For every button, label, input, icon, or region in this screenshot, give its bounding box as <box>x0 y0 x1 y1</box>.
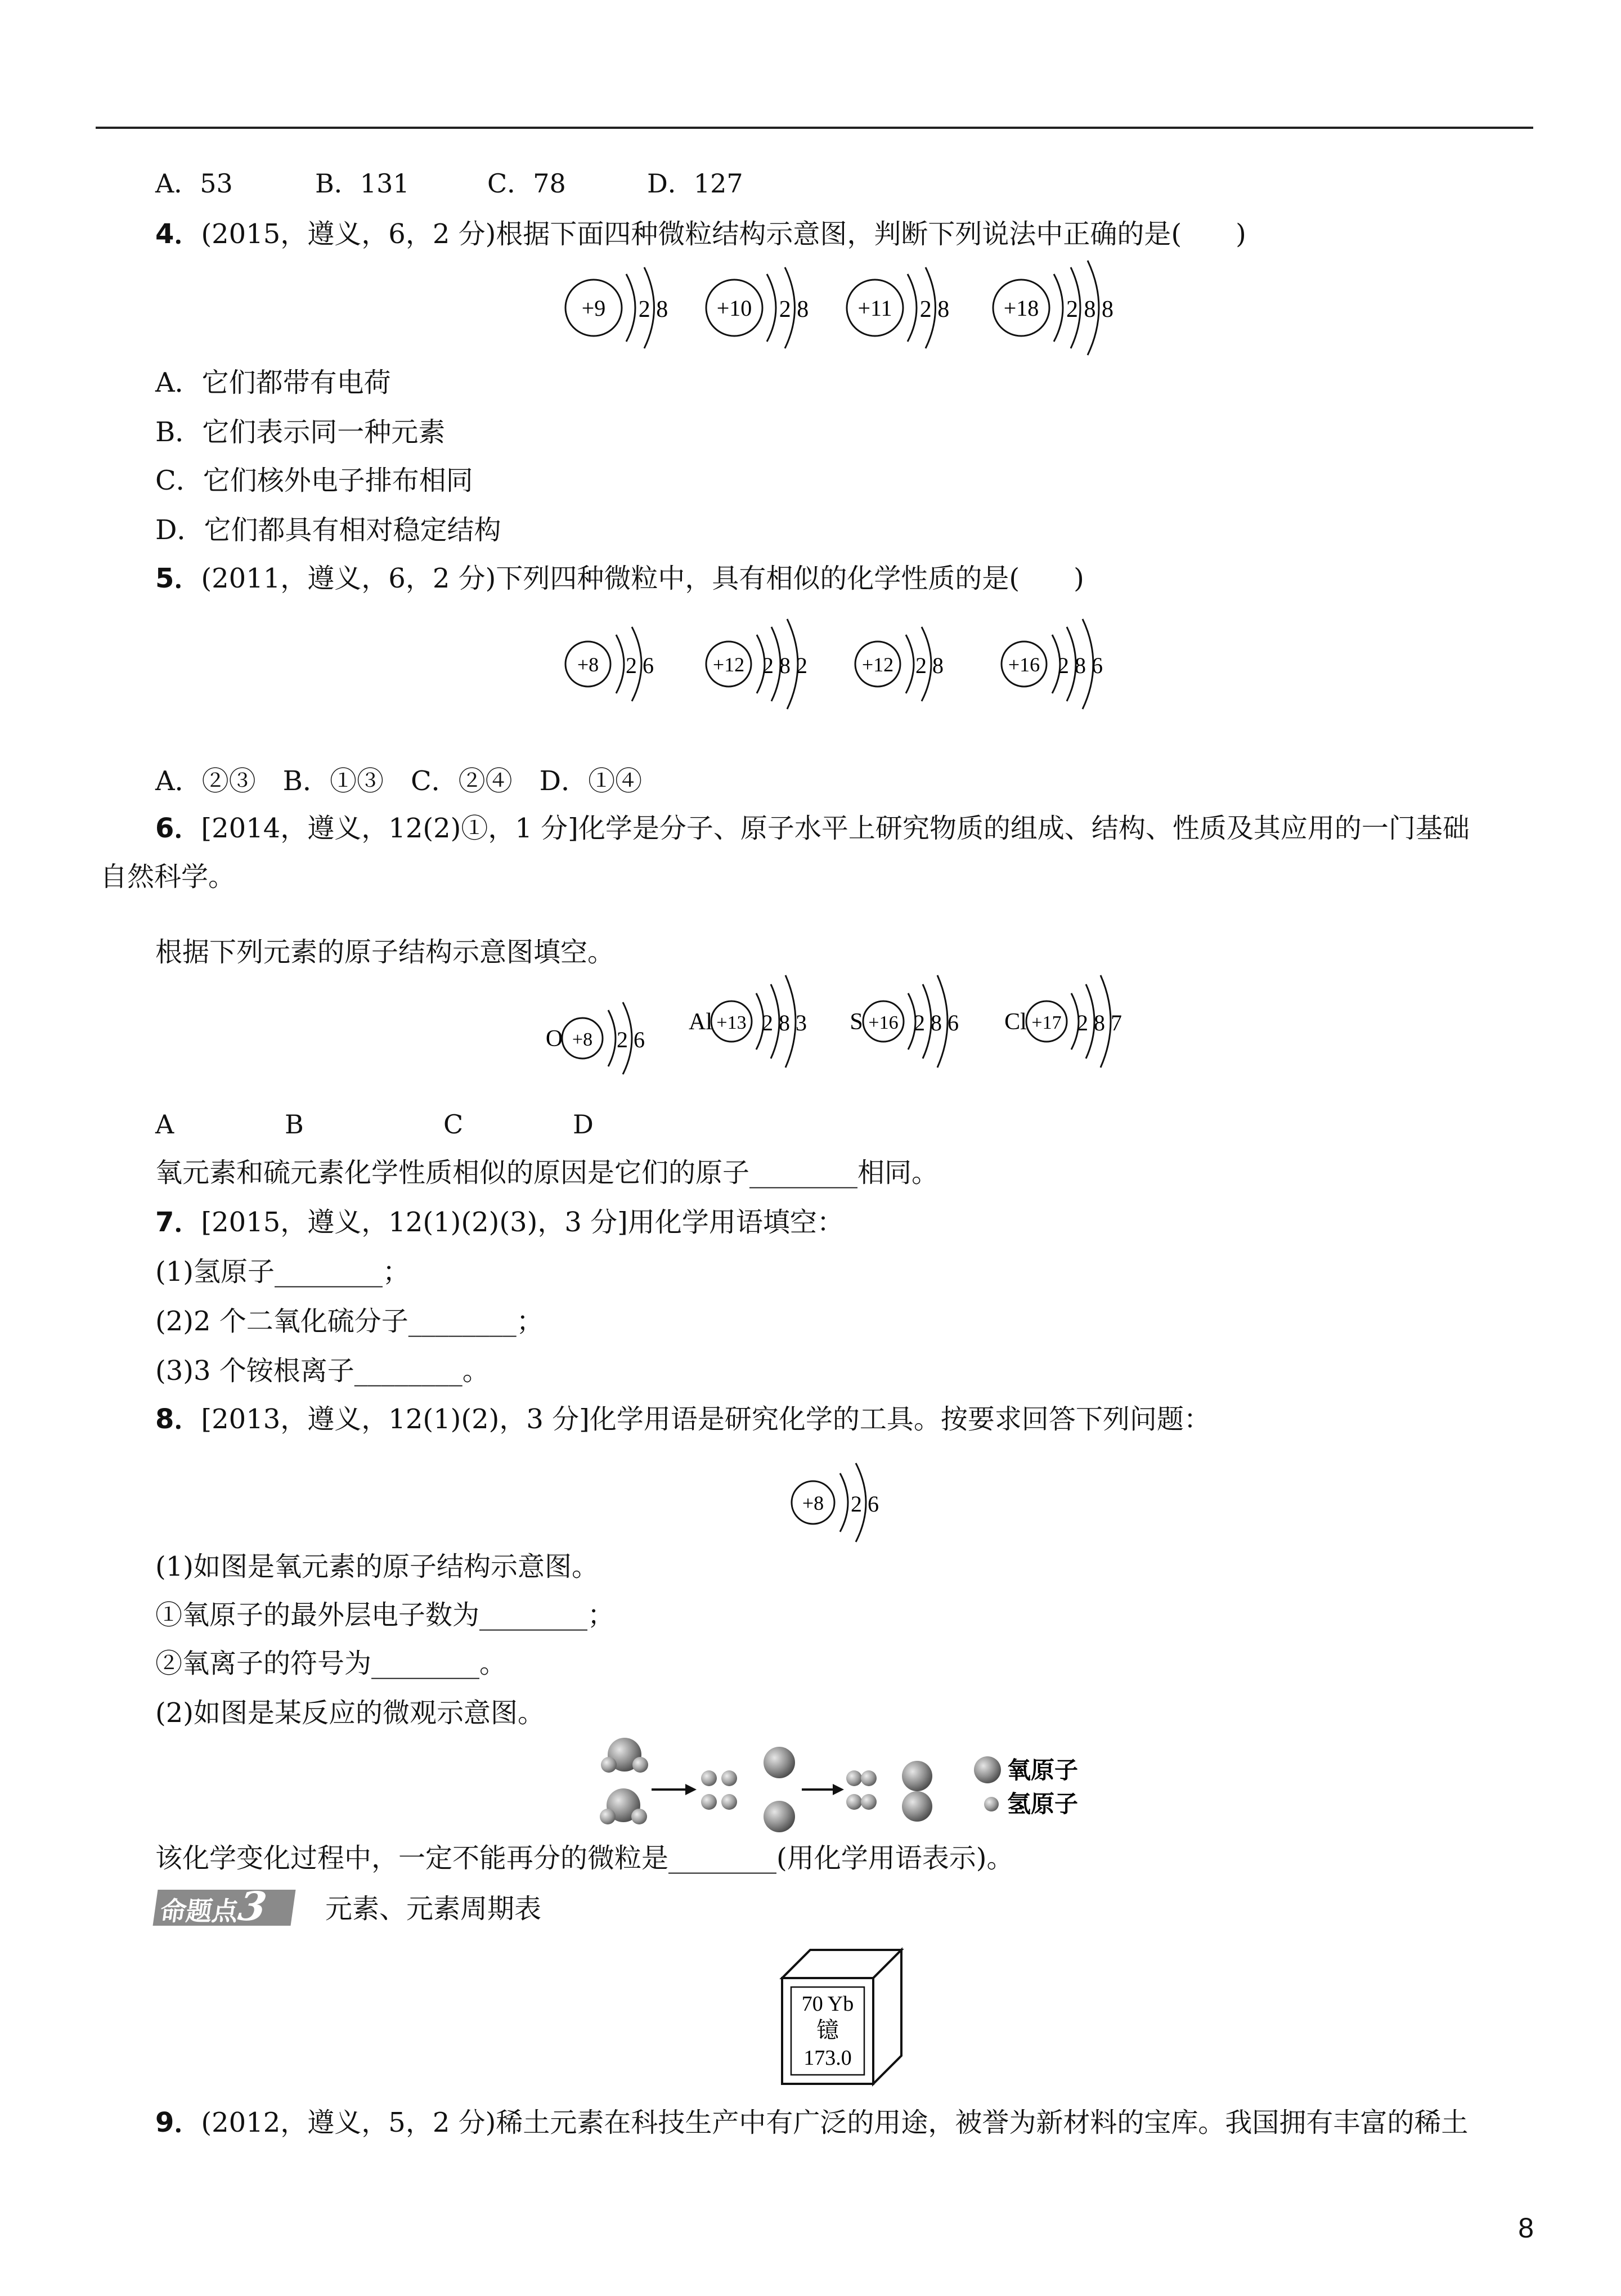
q8-oxygen-atom-diagram <box>776 1446 911 1559</box>
q4-atom-2-nucleus: +10 <box>716 295 752 321</box>
section-tag-number: 3 <box>235 1883 270 1930</box>
section-tag <box>153 1883 296 1930</box>
q6-atom-al-nucleus: +13 <box>716 1012 747 1033</box>
q6-atom-o <box>546 1002 645 1074</box>
oxygen-molecule <box>902 1761 932 1822</box>
q4-atom-3 <box>847 267 949 348</box>
q4-text: (2015，遵义，6，2 分)根据下面四种微粒结构示意图，判断下列说法中正确的是( ) <box>201 218 1246 250</box>
q5-atom-3 <box>855 627 944 751</box>
q4-number: 4． <box>155 218 201 250</box>
q6-atom-al-shells: 2 8 3 <box>762 1010 807 1035</box>
q7-item-2: (2)2 个二氧化硫分子________； <box>155 1306 544 1337</box>
q6-label-b: B <box>285 1109 304 1140</box>
q4-atom-2-shells: 2 8 <box>779 297 809 322</box>
q4-atom-diagrams <box>557 256 1148 360</box>
q5-text: (2011，遵义，6，2 分)下列四种微粒中，具有相似的化学性质的是( ) <box>201 563 1084 594</box>
element-card-mass: 173.0 <box>803 2046 852 2070</box>
q4-atom-4-nucleus: +18 <box>1003 295 1039 321</box>
q6-question: 氧元素和硫元素化学性质相似的原因是它们的原子________相同。 <box>155 1157 939 1189</box>
q4-atom-3-shells: 2 8 <box>919 297 950 322</box>
q6-atom-s <box>850 975 959 1068</box>
q9-stem <box>155 2105 1468 2141</box>
q6-text: [2014，遵义，12(2)①，1 分]化学是分子、原子水平上研究物质的组成、结构、性质及其应用的一门基础 <box>201 813 1470 844</box>
q6-atom-s-shells: 2 8 6 <box>914 1010 959 1035</box>
q6-atom-diagrams <box>540 965 1153 1078</box>
q6-stem-line1 <box>155 810 1470 846</box>
water-molecule-2 <box>600 1788 647 1824</box>
q6-atom-cl-shells: 2 8 7 <box>1077 1010 1122 1035</box>
q4-option-a: A．它们都带有电荷 <box>155 367 391 398</box>
q5-atom-4-nucleus: +16 <box>1008 653 1040 676</box>
q3-option-b: B．131 <box>315 168 410 199</box>
q6-number: 6． <box>155 813 201 844</box>
q6-atom-o-shells: 2 6 <box>617 1027 645 1052</box>
q6-atom-cl-symbol: Cl <box>1004 1009 1027 1035</box>
q5-atom-1-shells: 2 6 <box>626 653 654 678</box>
q4-stem <box>155 216 1246 252</box>
q8-item-2: (2)如图是某反应的微观示意图。 <box>155 1697 545 1729</box>
q5-options: A．②③ B．①③ C．②④ D．①④ <box>155 765 643 797</box>
q5-atom-3-nucleus: +12 <box>861 653 894 676</box>
q8-reaction-micro-diagram <box>591 1733 1125 1846</box>
q5-atom-1 <box>565 627 654 751</box>
q4-atom-4 <box>993 261 1113 355</box>
legend <box>974 1756 1078 1818</box>
reaction-arrow-2 <box>802 1784 844 1795</box>
element-card-number-symbol: 70 Yb <box>801 1992 854 2016</box>
q6-stem-line2: 自然科学。 <box>100 861 236 893</box>
q6-atom-s-nucleus: +16 <box>868 1012 899 1033</box>
hydrogen-atoms-group <box>701 1770 737 1810</box>
q6-atom-s-symbol: S <box>850 1009 863 1035</box>
q9-text: (2012，遵义，5，2 分)稀土元素在科技生产中有广泛的用途，被誉为新材料的宝库。我国拥有丰富的稀土 <box>201 2107 1469 2138</box>
q4-option-c: C．它们核外电子排布相同 <box>155 465 473 496</box>
legend-hydrogen-label: 氢原子 <box>1007 1792 1079 1818</box>
q8-item-1a: ①氧原子的最外层电子数为________； <box>155 1599 615 1631</box>
q6-label-d: D <box>573 1109 594 1140</box>
q4-atom-1 <box>565 267 668 348</box>
q4-atom-1-shells: 2 8 <box>638 297 668 322</box>
q5-atom-diagrams <box>554 611 1128 751</box>
q8-item-1b: ②氧离子的符号为________。 <box>155 1648 507 1679</box>
page-number: 8 <box>1518 2212 1534 2244</box>
legend-oxygen-swatch <box>974 1756 1001 1783</box>
legend-hydrogen-swatch <box>984 1797 999 1811</box>
q8-question: 该化学变化过程中，一定不能再分的微粒是________(用化学用语表示)。 <box>155 1842 1014 1874</box>
q8-number: 8． <box>155 1403 201 1435</box>
q4-atom-2 <box>706 267 809 348</box>
q5-atom-2 <box>706 619 807 751</box>
q7-item-3: (3)3 个铵根离子________。 <box>155 1355 490 1387</box>
q3-option-c: C．78 <box>487 168 566 199</box>
q4-atom-3-nucleus: +11 <box>857 295 892 321</box>
q5-number: 5． <box>155 563 201 594</box>
q7-item-1: (1)氢原子________； <box>155 1256 410 1288</box>
element-card-ytterbium <box>776 1944 911 2091</box>
q7-number: 7． <box>155 1207 201 1238</box>
q4-option-b: B．它们表示同一种元素 <box>155 416 446 448</box>
q6-label-c: C <box>443 1109 464 1140</box>
q5-atom-1-nucleus: +8 <box>577 653 599 676</box>
hydrogen-molecules <box>846 1770 877 1810</box>
section-title: 元素、元素周期表 <box>325 1893 542 1925</box>
element-card-name: 镱 <box>816 2017 839 2043</box>
q8-atom-nucleus: +8 <box>802 1492 824 1514</box>
q7-stem <box>155 1204 844 1240</box>
q7-text: [2015，遵义，12(1)(2)(3)，3 分]用化学用语填空： <box>201 1207 844 1238</box>
water-molecule-1 <box>601 1738 648 1773</box>
q4-option-d: D．它们都具有相对稳定结构 <box>155 514 501 546</box>
q5-atom-4-shells: 2 8 6 <box>1058 653 1103 678</box>
q4-atom-1-nucleus: +9 <box>581 295 606 321</box>
q8-text: [2013，遵义，12(1)(2)，3 分]化学用语是研究化学的工具。按要求回答下列问题： <box>201 1403 1211 1435</box>
q6-atom-o-symbol: O <box>545 1026 563 1052</box>
q5-atom-4 <box>1002 619 1103 751</box>
reaction-arrow-1 <box>652 1784 697 1795</box>
q4-atom-4-shells: 2 8 8 <box>1066 297 1113 322</box>
q8-item-1: (1)如图是氧元素的原子结构示意图。 <box>155 1551 599 1582</box>
section-tag-text: 命题点 <box>158 1896 240 1926</box>
q5-atom-3-shells: 2 8 <box>915 653 944 678</box>
q3-option-a: A．53 <box>155 168 233 199</box>
q6-atom-cl <box>1004 975 1122 1068</box>
q3-option-d: D．127 <box>647 168 743 199</box>
q8-atom-shells: 2 6 <box>851 1491 879 1517</box>
q6-atom-cl-nucleus: +17 <box>1031 1012 1062 1033</box>
q5-atom-2-shells: 2 8 2 <box>762 653 807 678</box>
q6-instruction: 根据下列元素的原子结构示意图填空。 <box>155 936 615 968</box>
q8-stem <box>155 1401 1211 1437</box>
q6-atom-al <box>689 975 807 1068</box>
q9-number: 9． <box>155 2107 201 2138</box>
q5-stem <box>155 560 1084 597</box>
oxygen-atoms-group <box>764 1747 795 1832</box>
q6-atom-al-symbol: Al <box>689 1009 712 1035</box>
header-rule <box>96 127 1533 129</box>
q5-atom-2-nucleus: +12 <box>712 653 745 676</box>
q6-label-a: A <box>155 1109 174 1140</box>
q6-atom-o-nucleus: +8 <box>572 1029 593 1050</box>
legend-oxygen-label: 氧原子 <box>1007 1758 1079 1784</box>
